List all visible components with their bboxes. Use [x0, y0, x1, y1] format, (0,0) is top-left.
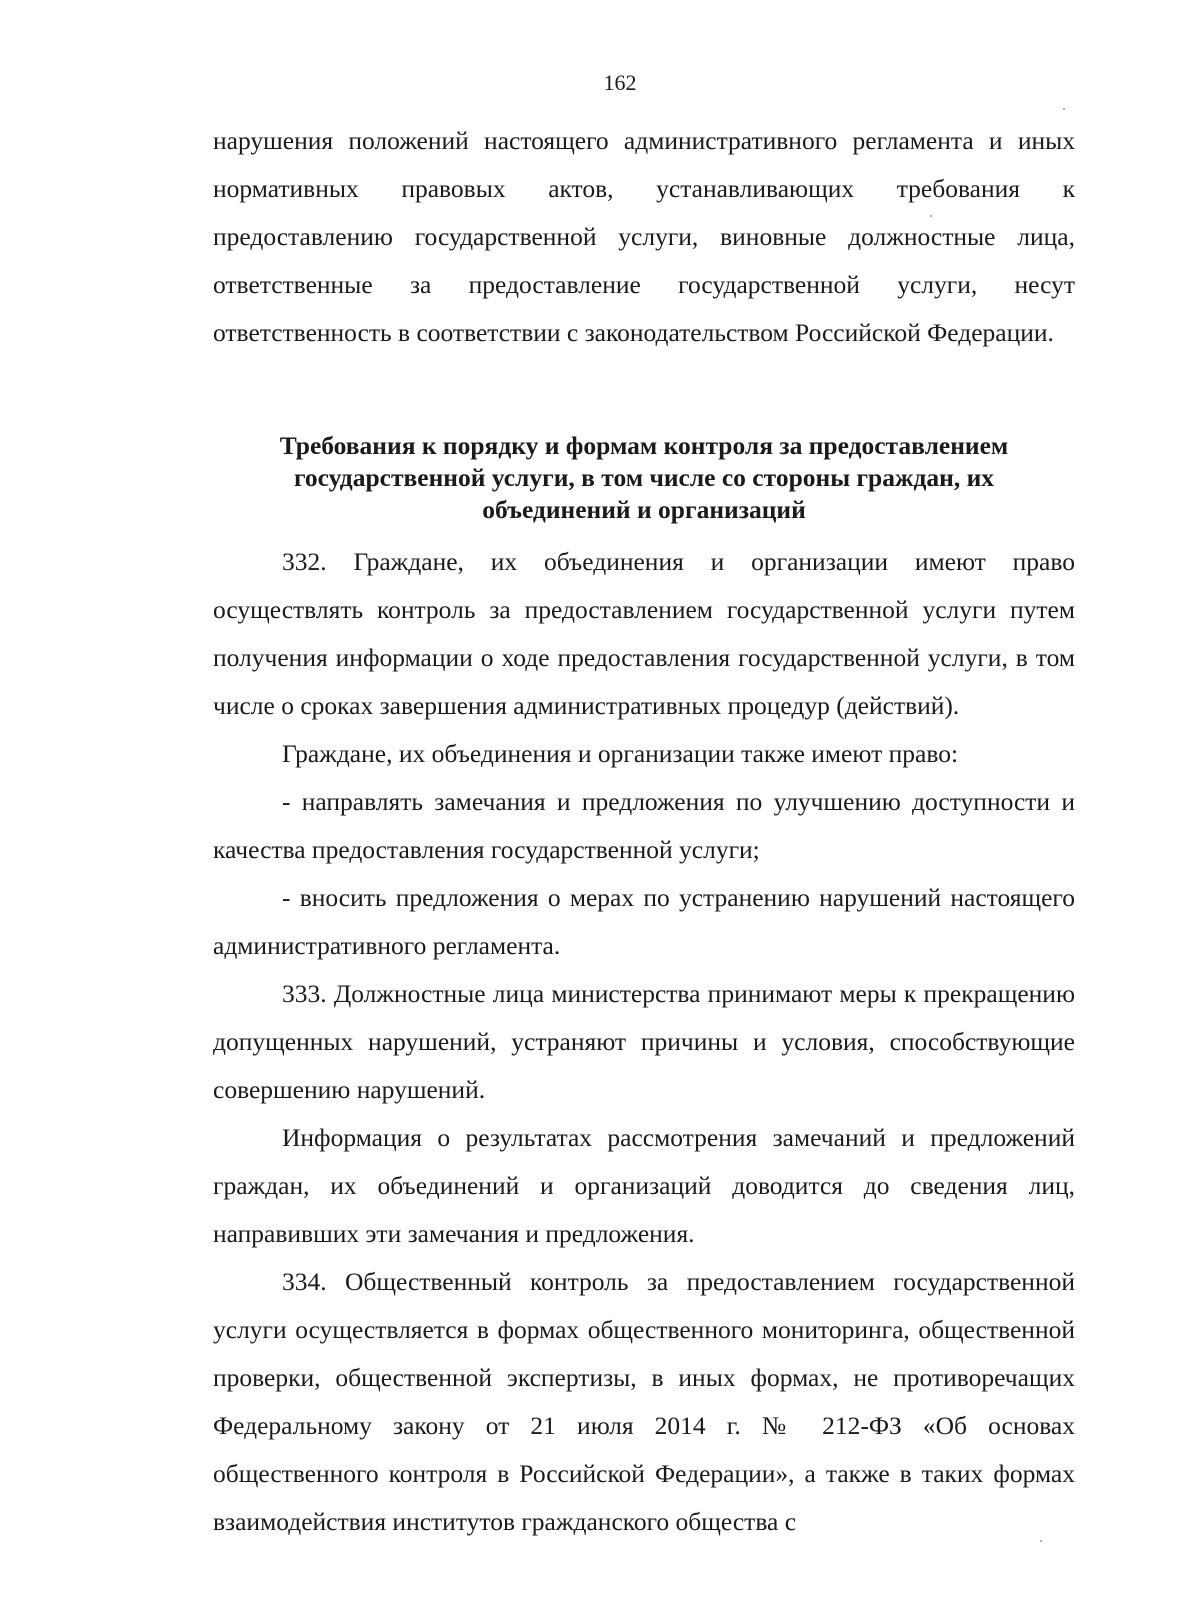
page-number: 162	[603, 70, 637, 95]
section-heading-line-1: Требования к порядку и формам контроля за предоставлением	[279, 431, 1009, 460]
paragraph-rights-item-2: - вносить предложения о мерах по устранению нарушений настоящего административного регламента.	[213, 883, 1075, 960]
paragraph-334: 334. Общественный контроль за предоставлением государственной услуги осуществляется в формах общественного мониторинга, общественной проверки, общественной экспертизы, в иных формах, не противоречащих Федеральному закону от 21 июля 2014 г. № 212-ФЗ «Об основах общественного контроля в Российской Федерации», а также в таких формах взаимодействия институтов гражданского общества с	[213, 1267, 1075, 1536]
section-heading-line-3: объединений и организаций	[482, 495, 806, 524]
scan-speck	[930, 215, 932, 217]
intro-paragraph: нарушения положений настоящего административного регламента и иных нормативных правовых актов, устанавливающих требования к предоставлению государственной услуги, виновные должностные лица, ответственные за предоставление государственной услуги, несут ответственность в соответствии с законодательством Российской Федерации.	[213, 126, 1075, 347]
section-heading-line-2: государственной услуги, в том числе со стороны граждан, их	[293, 463, 995, 492]
main-text-block	[213, 538, 1075, 1546]
scan-speck	[1063, 108, 1065, 110]
paragraph-rights-item-1: - направлять замечания и предложения по улучшению доступности и качества предоставления государственной услуги;	[213, 787, 1075, 864]
paragraph-333: 333. Должностные лица министерства принимают меры к прекращению допущенных нарушений, устраняют причины и условия, способствующие совершению нарушений.	[213, 979, 1075, 1104]
scan-speck	[1040, 1540, 1042, 1542]
intro-text-block	[213, 117, 1075, 357]
paragraph-332: 332. Граждане, их объединения и организации имеют право осуществлять контроль за предоставлением государственной услуги путем получения информации о ходе предоставления государственной услуги, в том числе о сроках завершения административных процедур (действий).	[213, 547, 1075, 720]
section-heading	[213, 430, 1075, 526]
paragraph-information: Информация о результатах рассмотрения замечаний и предложений граждан, их объединений и организаций доводится до сведения лиц, направивших эти замечания и предложения.	[213, 1123, 1075, 1248]
paragraph-rights-intro: Граждане, их объединения и организации также имеют право:	[282, 739, 959, 768]
